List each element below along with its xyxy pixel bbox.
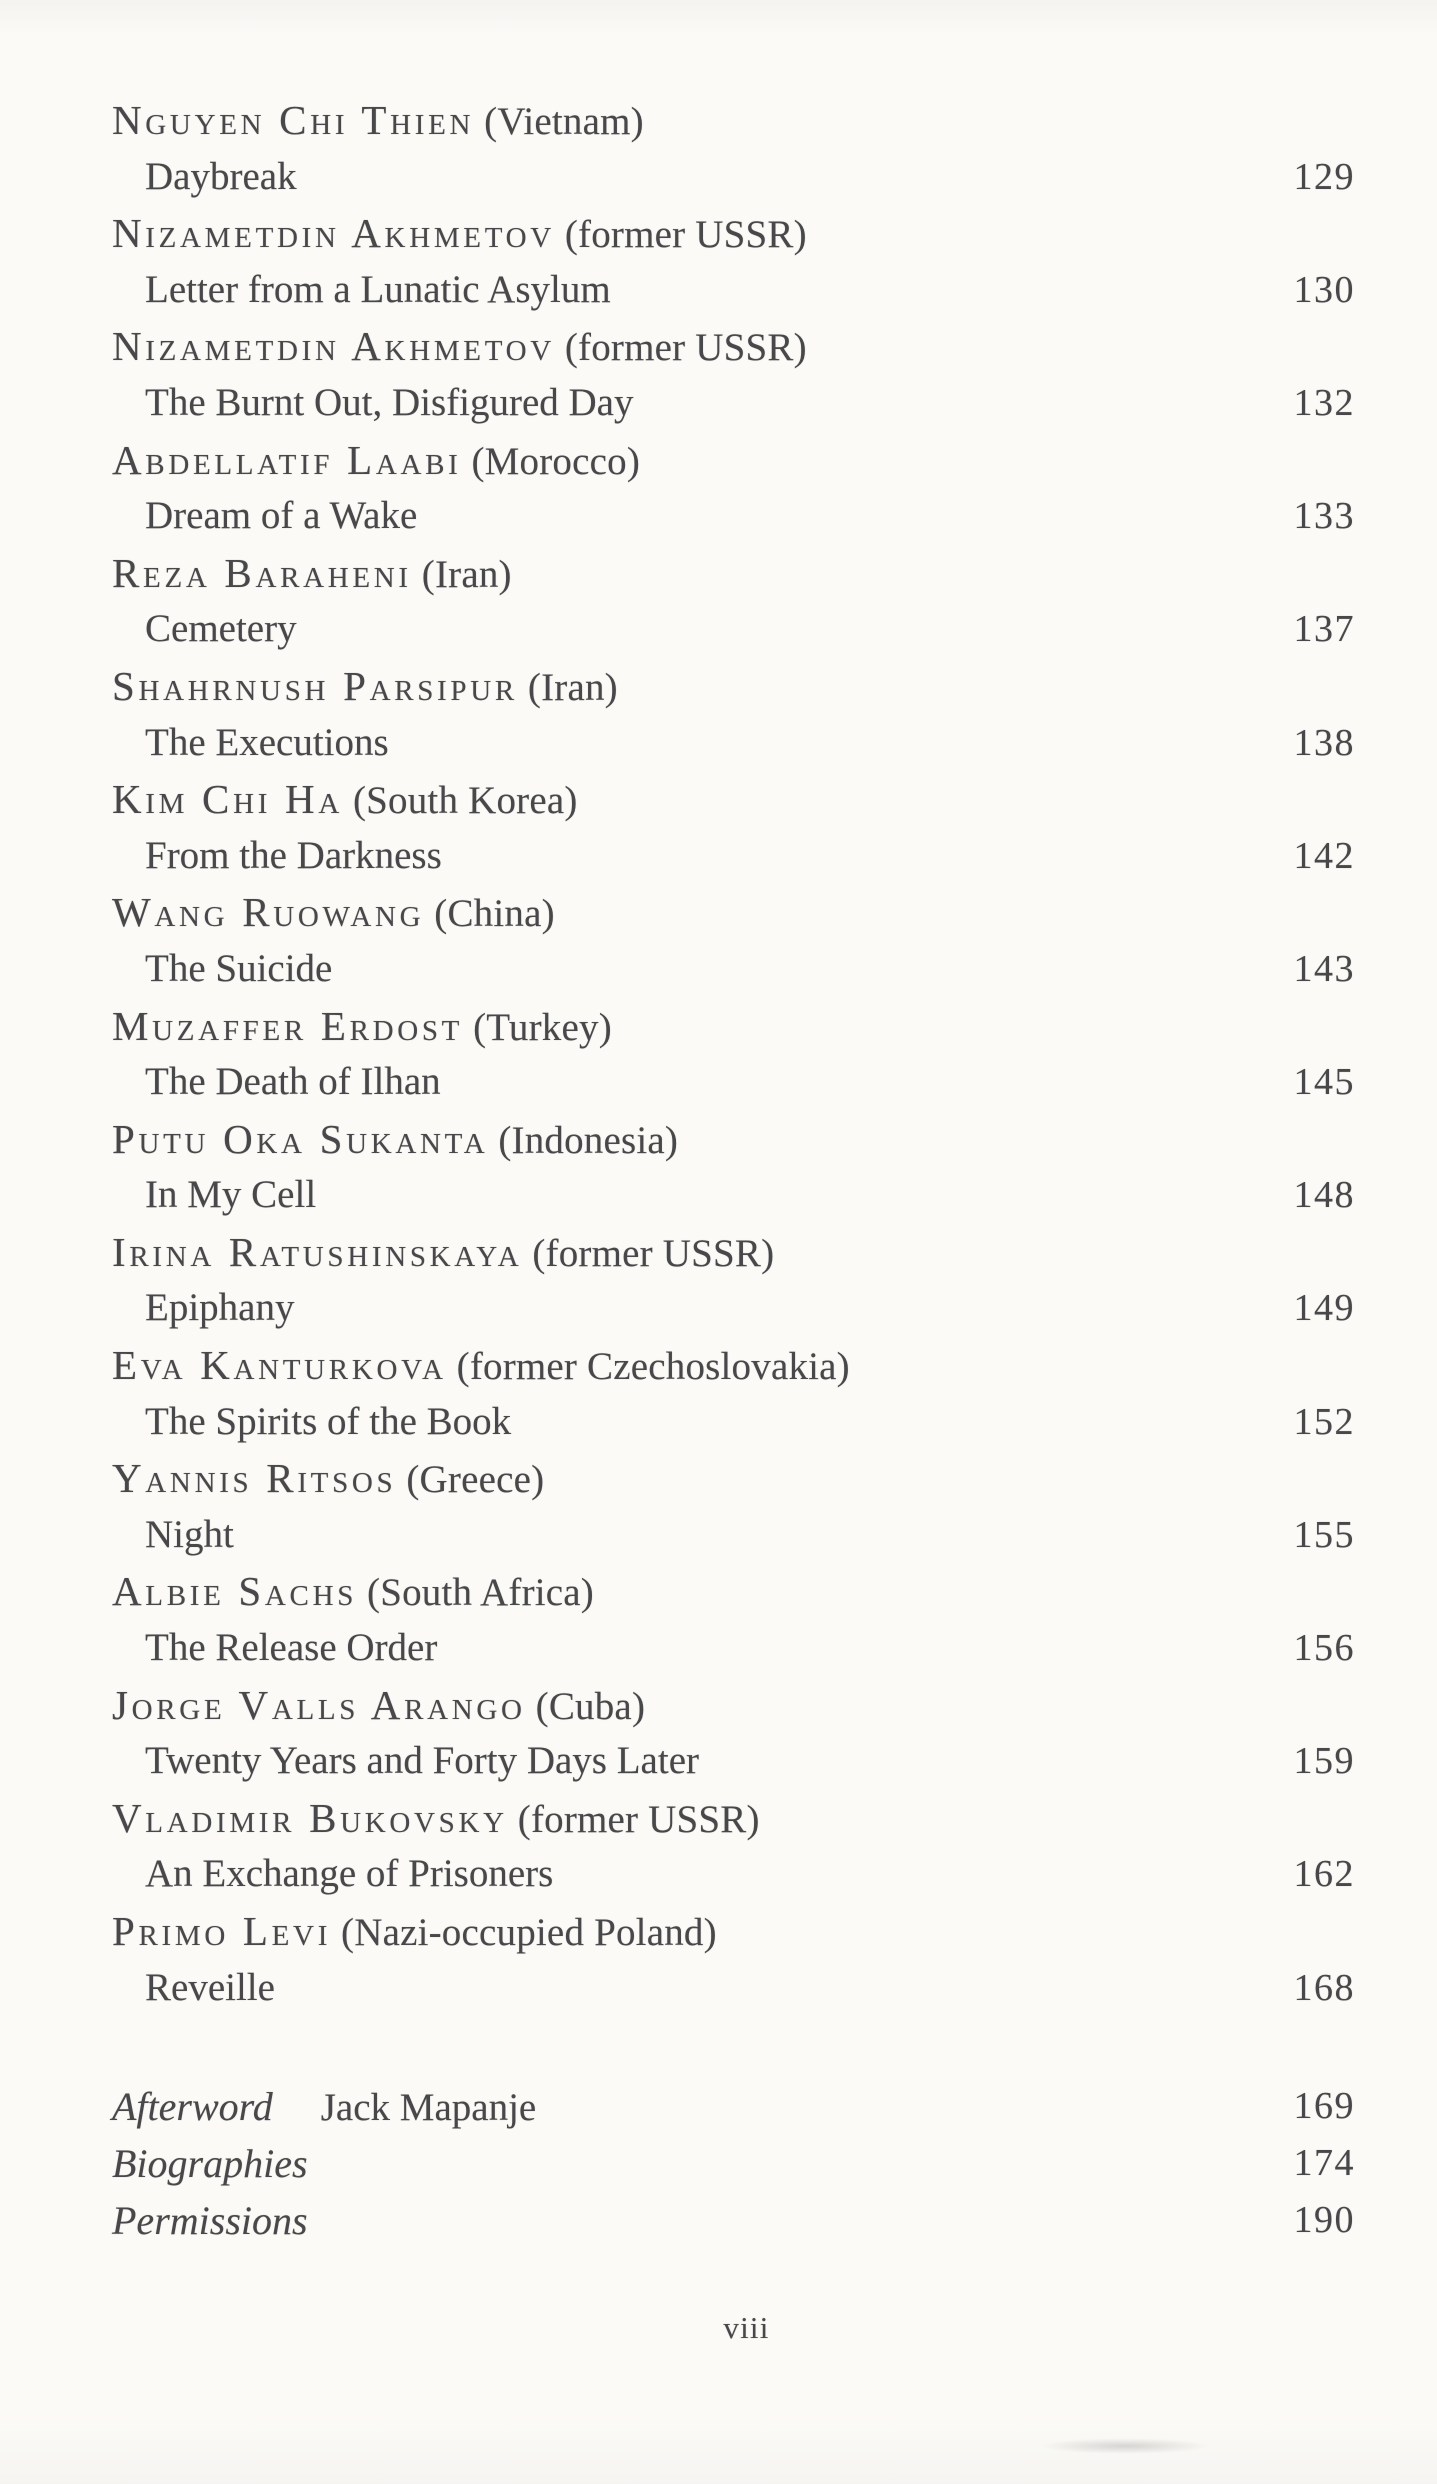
page-number: 168 [1293,1966,1355,2009]
author-line [112,884,1355,941]
scan-artifact-bottom [0,2424,1437,2484]
toc-entry [112,771,1355,884]
title-line [112,715,1355,772]
work-title: Twenty Years and Forty Days Later [145,1739,699,1783]
page-number: 156 [1293,1627,1355,1670]
author-country: (former Czechoslovakia) [456,1345,850,1389]
author-country: (Morocco) [471,439,641,483]
toc-entry [112,318,1355,431]
work-title: An Exchange of Prisoners [145,1852,554,1896]
toc-entry [112,545,1355,658]
author-country: (Indonesia) [498,1118,679,1162]
title-line [112,828,1355,885]
page-number: 152 [1293,1400,1355,1443]
page-number: 138 [1293,721,1355,764]
page-number: 130 [1293,268,1355,311]
back-matter-author: Jack Mapanje [320,2086,537,2130]
author-line [112,771,1355,828]
back-matter-list [112,2078,1355,2249]
title-line [112,375,1355,432]
toc-entry [112,1563,1355,1676]
work-title: The Suicide [145,946,333,990]
title-line [112,1846,1355,1903]
author-line [112,1677,1355,1734]
page-number: 174 [1293,2142,1355,2185]
work-title: Dream of a Wake [145,494,418,538]
page-number: 132 [1293,381,1355,424]
toc-entry [112,1111,1355,1224]
title-line [112,262,1355,319]
author-name: Wang Ruowang [112,889,425,936]
toc-entry [112,205,1355,318]
author-name: Shahrnush Parsipur [112,662,518,709]
work-title: The Spirits of the Book [145,1399,512,1443]
author-line [112,658,1355,715]
work-title: Cemetery [145,607,297,651]
author-line [112,92,1355,149]
back-matter-text [112,2135,356,2192]
author-country: (former USSR) [564,326,807,370]
toc-entry [112,1677,1355,1790]
author-country: (Iran) [421,552,512,596]
work-title: Daybreak [145,154,297,198]
page-number: 159 [1293,1740,1355,1783]
toc-entry [112,1224,1355,1337]
page-number: 145 [1293,1061,1355,1104]
page-number: 129 [1293,155,1355,198]
author-name: Jorge Valls Arango [112,1681,526,1728]
back-matter-row [112,2135,1355,2192]
back-matter-row [112,2192,1355,2249]
author-name: Reza Baraheni [112,549,412,596]
author-country: (Cuba) [535,1684,646,1728]
author-line [112,1111,1355,1168]
title-line [112,941,1355,998]
author-line [112,998,1355,1055]
author-line [112,1790,1355,1847]
author-name: Yannis Ritsos [112,1455,397,1502]
author-name: Primo Levi [112,1908,332,1954]
author-line [112,318,1355,375]
author-name: Nguyen Chi Thien [112,97,475,143]
author-country: (Turkey) [473,1005,612,1049]
toc-entry [112,1337,1355,1450]
back-matter-label: Afterword [112,2084,273,2130]
title-line [112,149,1355,206]
title-line [112,1733,1355,1790]
work-title: In My Cell [145,1173,317,1217]
author-country: (Vietnam) [484,100,644,143]
author-name: Irina Ratushinskaya [112,1228,523,1275]
toc-entry [112,1450,1355,1563]
scan-artifact-top [0,0,1437,36]
back-matter-text [112,2078,536,2135]
author-country: (Iran) [527,665,618,709]
title-line [112,1620,1355,1677]
author-name: Putu Oka Sukanta [112,1115,489,1162]
work-title: From the Darkness [145,833,442,877]
back-matter-label: Permissions [112,2198,308,2244]
page-number: 142 [1293,834,1355,877]
title-line [112,488,1355,545]
title-line [112,1280,1355,1337]
title-line [112,1507,1355,1564]
author-name: Vladimir Bukovsky [112,1794,508,1841]
author-line [112,1337,1355,1394]
page-number: 137 [1293,608,1355,651]
author-country: (South Africa) [367,1571,594,1615]
author-line [112,205,1355,262]
author-line [112,1224,1355,1281]
toc-entry [112,1790,1355,1903]
page-number: 148 [1293,1174,1355,1217]
page-number: 133 [1293,495,1355,538]
back-matter-row [112,2078,1355,2135]
toc-entry [112,92,1355,205]
author-name: Eva Kanturkova [112,1342,447,1389]
toc-entry-list [112,92,1355,2016]
toc-entry [112,658,1355,771]
work-title: Epiphany [145,1286,295,1330]
back-matter-text [112,2192,356,2249]
author-country: (Nazi-occupied Poland) [341,1911,717,1954]
scan-artifact-smudge [1040,2438,1210,2454]
title-line [112,1394,1355,1451]
author-name: Kim Chi Ha [112,776,343,823]
work-title: The Release Order [145,1626,438,1670]
author-country: (South Korea) [352,779,578,823]
author-line [112,1903,1355,1960]
work-title: The Death of Ilhan [145,1060,441,1104]
author-line [112,1450,1355,1507]
toc-entry [112,1903,1355,2016]
work-title: The Executions [145,720,389,764]
title-line [112,1960,1355,2017]
page-number: 162 [1293,1853,1355,1896]
author-name: Muzaffer Erdost [112,1002,464,1049]
author-country: (former USSR) [564,213,807,257]
page-number: 190 [1293,2199,1355,2242]
table-of-contents [112,92,1355,2249]
toc-entry [112,884,1355,997]
author-name: Nizametdin Akhmetov [112,210,555,257]
author-country: (Greece) [406,1458,545,1502]
folio-page-number: viii [723,2310,770,2345]
author-line [112,1563,1355,1620]
author-country: (China) [434,892,555,936]
title-line [112,601,1355,658]
work-title: Letter from a Lunatic Asylum [145,267,611,311]
title-line [112,1054,1355,1111]
work-title: The Burnt Out, Disfigured Day [145,380,634,424]
work-title: Night [145,1512,234,1556]
back-matter-label: Biographies [112,2141,308,2187]
toc-entry [112,998,1355,1111]
author-country: (former USSR) [517,1797,760,1841]
page-number: 143 [1293,947,1355,990]
author-line [112,432,1355,489]
page-number: 149 [1293,1287,1355,1330]
author-line [112,545,1355,602]
author-name: Abdellatif Laabi [112,436,462,483]
page-number: 155 [1293,1513,1355,1556]
author-country: (former USSR) [532,1231,775,1275]
work-title: Reveille [145,1965,275,2009]
toc-entry [112,432,1355,545]
author-name: Nizametdin Akhmetov [112,323,555,370]
author-name: Albie Sachs [112,1568,358,1615]
page-number: 169 [1293,2085,1355,2128]
title-line [112,1167,1355,1224]
